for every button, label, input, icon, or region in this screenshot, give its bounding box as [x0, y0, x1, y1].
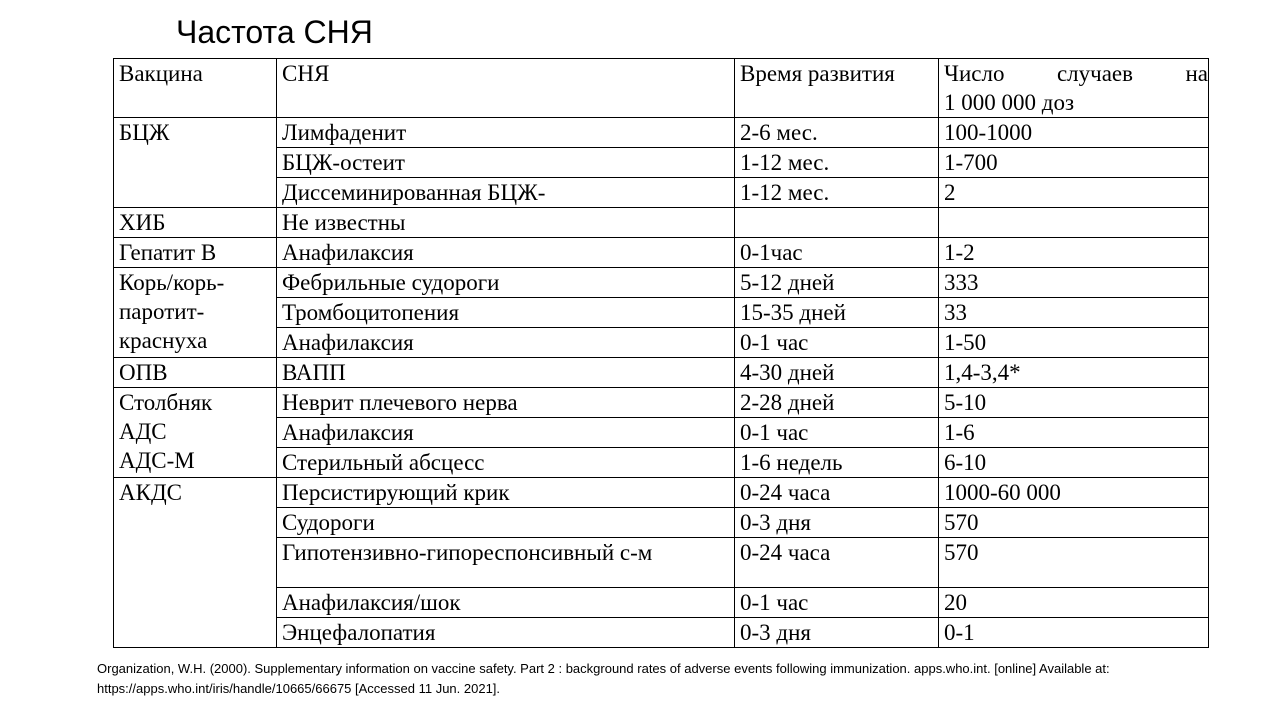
event-cell: Стерильный абсцесс	[277, 448, 735, 478]
event-cell: Анафилаксия/шок	[277, 588, 735, 618]
table-row	[114, 478, 1209, 508]
onset-cell: 0-1час	[735, 238, 939, 268]
event-cell: Лимфаденит	[277, 118, 735, 148]
cases-cell: 100-1000	[939, 118, 1209, 148]
event-cell: Фебрильные судороги	[277, 268, 735, 298]
vaccine-name-line: Столбняк	[119, 390, 213, 415]
table-row	[114, 618, 1209, 648]
onset-cell: 0-24 часа	[735, 478, 939, 508]
table-row	[114, 328, 1209, 358]
cases-cell: 0-1	[939, 618, 1209, 648]
header-onset: Время развития	[735, 59, 939, 118]
header-cases-word: на	[1185, 61, 1208, 86]
cases-cell: 2	[939, 178, 1209, 208]
onset-cell: 0-3 дня	[735, 508, 939, 538]
cases-cell: 33	[939, 298, 1209, 328]
onset-cell: 0-3 дня	[735, 618, 939, 648]
header-cases-line1	[944, 59, 1208, 88]
onset-cell: 0-1 час	[735, 418, 939, 448]
vaccine-name-line: краснуха	[119, 328, 208, 353]
vaccine-cell	[114, 268, 277, 358]
onset-cell: 4-30 дней	[735, 358, 939, 388]
header-cases-word: Число	[944, 61, 1005, 86]
vaccine-name-line: ОПВ	[119, 360, 168, 385]
source-citation: Organization, W.H. (2000). Supplementary information on vaccine safety. Part 2 : background rates of adverse events following immunization. apps.who.int. [online] Available at: https://apps.who.int/iris/handle/10665/66675 [Accessed 11 Jun. 2021].	[97, 661, 1110, 696]
vaccine-cell	[114, 208, 277, 238]
table-row	[114, 238, 1209, 268]
event-cell: ВАПП	[277, 358, 735, 388]
event-cell: Энцефалопатия	[277, 618, 735, 648]
header-vaccine: Вакцина	[114, 59, 277, 118]
vaccine-name-line: Корь/корь-	[119, 270, 225, 295]
vaccine-cell	[114, 478, 277, 648]
cases-cell	[939, 208, 1209, 238]
table-row	[114, 208, 1209, 238]
table-row	[114, 538, 1209, 588]
vaccine-name-line: БЦЖ	[119, 120, 170, 145]
cases-cell: 333	[939, 268, 1209, 298]
vaccine-name-line: АДС-М	[119, 448, 195, 473]
header-cases-word: случаев	[1056, 61, 1133, 86]
onset-cell: 2-28 дней	[735, 388, 939, 418]
vaccine-name-line: АДС	[119, 419, 167, 444]
table-row	[114, 588, 1209, 618]
table-row	[114, 358, 1209, 388]
slide-title: Частота СНЯ	[176, 14, 373, 50]
table-row	[114, 268, 1209, 298]
onset-cell: 1-12 мес.	[735, 178, 939, 208]
vaccine-cell	[114, 358, 277, 388]
vaccine-cell	[114, 238, 277, 268]
table-row	[114, 118, 1209, 148]
header-cases-line2: 1 000 000 доз	[944, 90, 1075, 115]
table-row	[114, 178, 1209, 208]
event-cell: Неврит плечевого нерва	[277, 388, 735, 418]
table-row	[114, 298, 1209, 328]
vaccine-name-line: паротит-	[119, 299, 205, 324]
event-cell: Анафилаксия	[277, 328, 735, 358]
cases-cell: 1-700	[939, 148, 1209, 178]
vaccine-cell	[114, 118, 277, 208]
event-cell: Анафилаксия	[277, 238, 735, 268]
event-cell: Анафилаксия	[277, 418, 735, 448]
onset-cell: 2-6 мес.	[735, 118, 939, 148]
cases-cell: 1000-60 000	[939, 478, 1209, 508]
cases-cell: 6-10	[939, 448, 1209, 478]
vaccine-name-line: АКДС	[119, 480, 182, 505]
onset-cell: 1-12 мес.	[735, 148, 939, 178]
table-row	[114, 148, 1209, 178]
event-cell: БЦЖ-остеит	[277, 148, 735, 178]
event-cell: Тромбоцитопения	[277, 298, 735, 328]
vaccine-name-line: ХИБ	[119, 210, 166, 235]
event-cell: Диссеминированная БЦЖ-	[277, 178, 735, 208]
cases-cell: 570	[939, 538, 1209, 588]
onset-cell	[735, 208, 939, 238]
header-cases	[939, 59, 1209, 118]
cases-cell: 5-10	[939, 388, 1209, 418]
onset-cell: 5-12 дней	[735, 268, 939, 298]
header-event: СНЯ	[277, 59, 735, 118]
event-cell: Не известны	[277, 208, 735, 238]
onset-cell: 15-35 дней	[735, 298, 939, 328]
onset-cell: 0-1 час	[735, 588, 939, 618]
onset-cell: 1-6 недель	[735, 448, 939, 478]
table-row	[114, 388, 1209, 418]
cases-cell: 1,4-3,4*	[939, 358, 1209, 388]
vaccine-name-line: Гепатит В	[119, 240, 217, 265]
event-cell: Персистирующий крик	[277, 478, 735, 508]
table-row	[114, 418, 1209, 448]
adverse-events-table	[113, 58, 1209, 648]
cases-cell: 1-6	[939, 418, 1209, 448]
vaccine-cell	[114, 388, 277, 478]
cases-cell: 570	[939, 508, 1209, 538]
table-row	[114, 508, 1209, 538]
cases-cell: 1-2	[939, 238, 1209, 268]
header-row	[114, 59, 1209, 118]
cases-cell: 20	[939, 588, 1209, 618]
event-cell: Судороги	[277, 508, 735, 538]
event-cell: Гипотензивно-гипореспонсивный с-м	[277, 538, 735, 588]
onset-cell: 0-1 час	[735, 328, 939, 358]
onset-cell: 0-24 часа	[735, 538, 939, 588]
cases-cell: 1-50	[939, 328, 1209, 358]
table-row	[114, 448, 1209, 478]
